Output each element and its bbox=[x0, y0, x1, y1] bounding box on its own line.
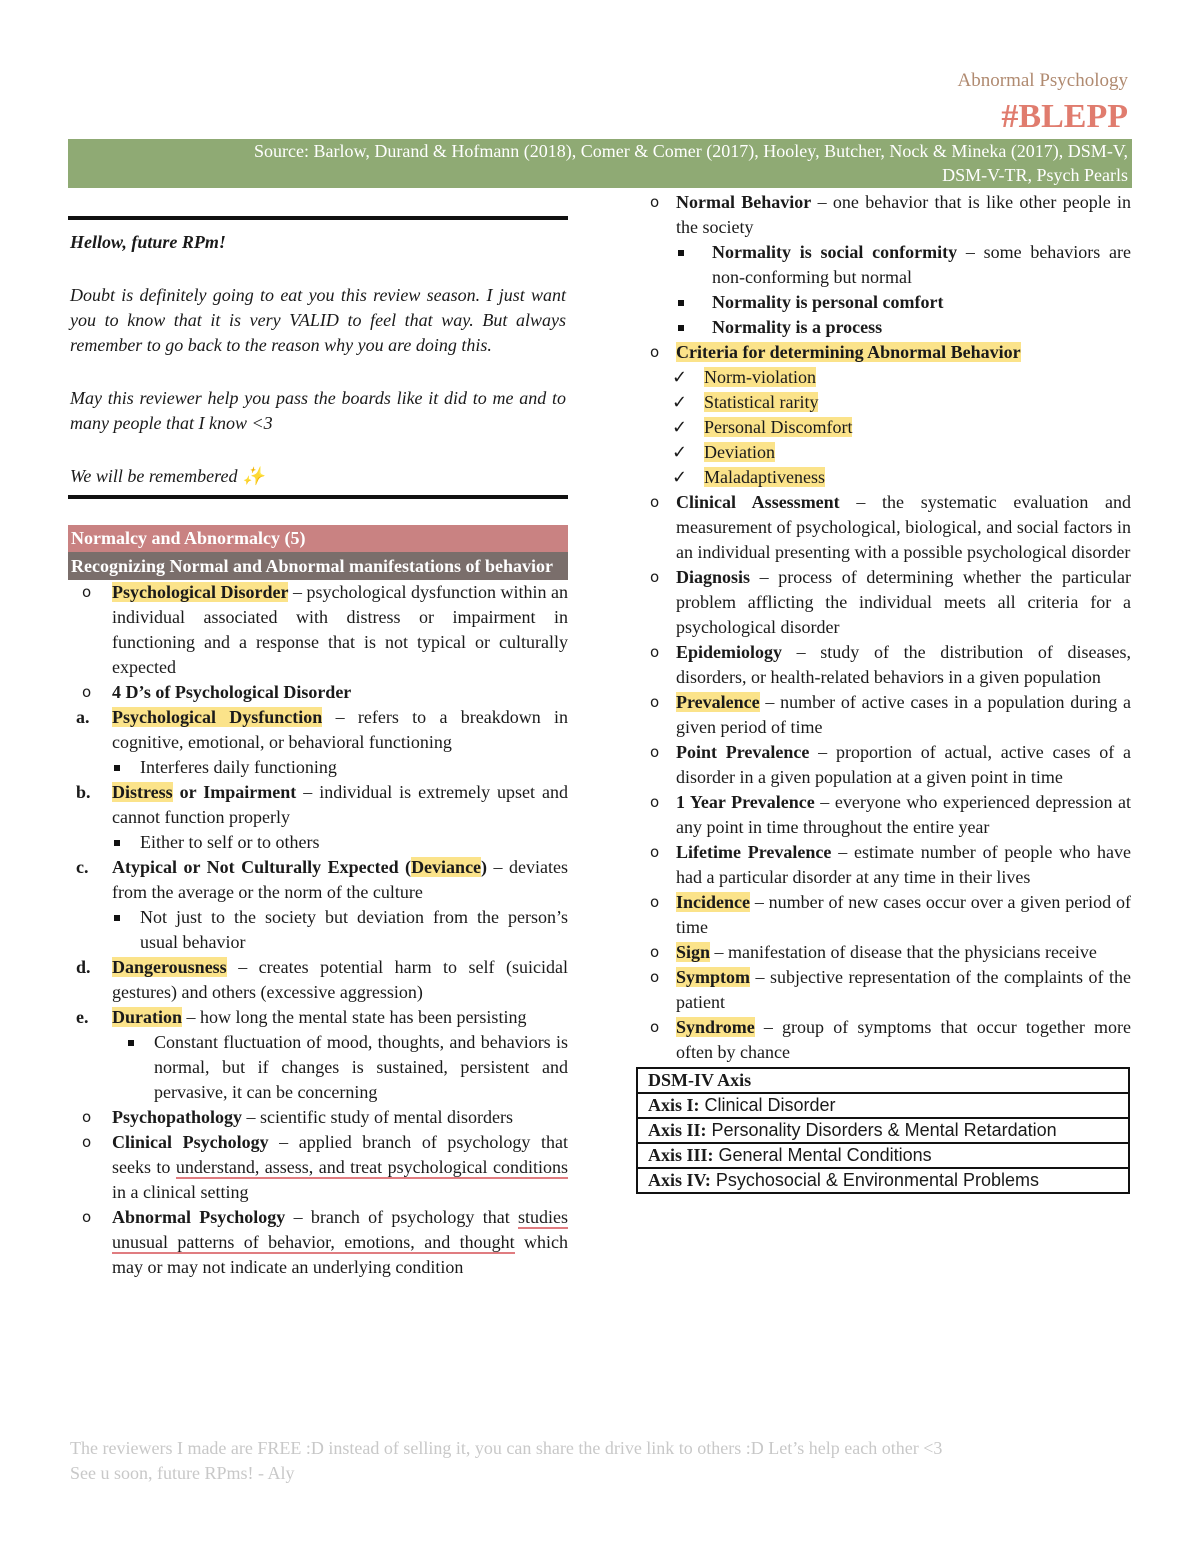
term: Abnormal Psychology bbox=[112, 1207, 286, 1227]
sub-item bbox=[636, 315, 1131, 340]
circle-bullet-icon: o bbox=[650, 968, 660, 986]
list-marker: b. bbox=[76, 782, 91, 802]
table-header: DSM-IV Axis bbox=[637, 1068, 1129, 1093]
list-item bbox=[68, 855, 568, 905]
definition: in a clinical setting bbox=[112, 1182, 249, 1202]
circle-bullet-icon: o bbox=[650, 743, 660, 761]
list-item bbox=[68, 1130, 568, 1205]
list-marker: a. bbox=[76, 707, 90, 727]
definition: – scientific study of mental disorders bbox=[242, 1107, 513, 1127]
term: ) bbox=[481, 857, 488, 877]
definition: – proportion of actual, active cases of a disorder in a given population at a given point in time bbox=[676, 742, 1131, 787]
footer-line-2: See u soon, future RPms! - Aly bbox=[70, 1463, 295, 1483]
list-item bbox=[68, 1105, 568, 1130]
circle-bullet-icon: o bbox=[650, 568, 660, 586]
circle-bullet-icon: o bbox=[650, 493, 660, 511]
circle-bullet-icon: o bbox=[82, 1208, 92, 1226]
definition: – some behaviors are non-conforming but normal bbox=[712, 242, 1131, 287]
check-item bbox=[636, 365, 1131, 390]
right-term-list bbox=[636, 190, 1131, 490]
list-item bbox=[636, 565, 1131, 640]
source-banner bbox=[68, 139, 1132, 188]
definition: – group of symptoms that occur together more often by chance bbox=[676, 1017, 1131, 1062]
definition: – branch of psychology that bbox=[285, 1207, 518, 1227]
term: or Impairment bbox=[172, 782, 297, 802]
section-title: Normalcy and Abnormalcy (5) bbox=[68, 525, 568, 552]
list-item bbox=[636, 690, 1131, 740]
intro-greeting: Hellow, future RPm! bbox=[70, 232, 226, 252]
circle-bullet-icon: o bbox=[650, 343, 660, 361]
table-row bbox=[637, 1118, 1129, 1143]
term: Lifetime Prevalence bbox=[676, 842, 832, 862]
intro-closing: We will be remembered ✨ bbox=[70, 466, 265, 486]
list-item bbox=[636, 1015, 1131, 1065]
criteria-label: Personal Discomfort bbox=[704, 417, 853, 437]
sub-item: Constant fluctuation of mood, thoughts, and behaviors is normal, but if changes is sustained, persistent and pervasive, it can be concerning bbox=[68, 1030, 568, 1105]
circle-bullet-icon: o bbox=[82, 1108, 92, 1126]
underlined-text: studies unusual patterns of behavior, emotions, and thought bbox=[112, 1207, 568, 1252]
term: 1 Year Prevalence bbox=[676, 792, 815, 812]
table-row bbox=[637, 1093, 1129, 1118]
list-item bbox=[68, 955, 568, 1005]
definition: – manifestation of disease that the physicians receive bbox=[710, 942, 1097, 962]
term: Psychological Disorder bbox=[112, 582, 289, 602]
list-marker: d. bbox=[76, 957, 91, 977]
list-item bbox=[68, 780, 568, 830]
check-item bbox=[636, 465, 1131, 490]
list-item bbox=[68, 1205, 568, 1280]
definition: – refers to a breakdown in cognitive, emotional, or behavioral functioning bbox=[112, 707, 568, 752]
circle-bullet-icon: o bbox=[82, 1133, 92, 1151]
term: Psychopathology bbox=[112, 1107, 243, 1127]
criteria-label: Norm-violation bbox=[704, 367, 816, 387]
source-line-2: DSM-V-TR, Psych Pearls bbox=[942, 165, 1128, 185]
checkmark-icon: ✓ bbox=[672, 367, 688, 388]
list-item bbox=[636, 740, 1131, 790]
definition-list bbox=[636, 490, 1131, 1065]
definition: – number of active cases in a population during a given period of time bbox=[676, 692, 1131, 737]
term: Distress bbox=[112, 782, 173, 802]
source-line-1: Source: Barlow, Durand & Hofmann (2018), Comer & Comer (2017), Hooley, Butcher, Nock & Mineka (2017), DSM-V, bbox=[254, 141, 1128, 161]
definition: – how long the mental state has been persisting bbox=[182, 1007, 527, 1027]
footer-line-1: The reviewers I made are FREE :D instead of selling it, you can share the drive link to others :D Let’s help each other <3 bbox=[70, 1438, 943, 1458]
term: Incidence bbox=[676, 892, 750, 912]
term: Prevalence bbox=[676, 692, 760, 712]
criteria-label: Deviation bbox=[704, 442, 775, 462]
circle-bullet-icon: o bbox=[650, 893, 660, 911]
list-item bbox=[636, 340, 1131, 365]
intro-para-1: Doubt is definitely going to eat you this review season. I just want you to know that it is very VALID to feel that way. But always remember to go back to the reason why you are doing this. bbox=[70, 285, 566, 355]
list-item bbox=[636, 965, 1131, 1015]
sub-item: Not just to the society but deviation from the person’s usual behavior bbox=[68, 905, 568, 955]
term: Dangerousness bbox=[112, 957, 227, 977]
list-item bbox=[68, 580, 568, 680]
checkmark-icon: ✓ bbox=[672, 392, 688, 413]
list-item bbox=[68, 1005, 568, 1030]
circle-bullet-icon: o bbox=[650, 1018, 660, 1036]
definition: – estimate number of people who have had a particular disorder at any time in their lives bbox=[676, 842, 1131, 887]
sub-item: Interferes daily functioning bbox=[68, 755, 568, 780]
definition: – process of determining whether the particular problem afflicting the individual meets all criteria for a psychological disorder bbox=[676, 567, 1131, 637]
table-cell: Axis III: General Mental Conditions bbox=[637, 1143, 1129, 1168]
sub-item bbox=[636, 290, 1131, 315]
list-item bbox=[636, 490, 1131, 565]
list-item bbox=[636, 190, 1131, 240]
term: Duration bbox=[112, 1007, 183, 1027]
circle-bullet-icon: o bbox=[82, 583, 92, 601]
check-item bbox=[636, 415, 1131, 440]
list-marker: e. bbox=[76, 1007, 89, 1027]
term: Point Prevalence bbox=[676, 742, 810, 762]
section-subtitle: Recognizing Normal and Abnormal manifestations of behavior bbox=[68, 552, 568, 580]
definition: – the systematic evaluation and measurement of psychological, biological, and social factors in an individual presenting with a possible psychological disorder bbox=[676, 492, 1131, 562]
list-item bbox=[636, 890, 1131, 940]
table-row bbox=[637, 1168, 1129, 1193]
term: Clinical Assessment bbox=[676, 492, 840, 512]
list-item bbox=[636, 940, 1131, 965]
intro-para-2: May this reviewer help you pass the boards like it did to me and to many people that I know <3 bbox=[70, 388, 566, 433]
table-row bbox=[637, 1143, 1129, 1168]
definition: – subjective representation of the complaints of the patient bbox=[676, 967, 1131, 1012]
table-row bbox=[637, 1068, 1129, 1093]
definition: – number of new cases occur over a given period of time bbox=[676, 892, 1131, 937]
check-item bbox=[636, 390, 1131, 415]
list-marker: c. bbox=[76, 857, 89, 877]
definition: – individual is extremely upset and cannot function properly bbox=[112, 782, 569, 827]
sub-item: Either to self or to others bbox=[68, 830, 568, 855]
term: Clinical Psychology bbox=[112, 1132, 269, 1152]
circle-bullet-icon: o bbox=[82, 683, 92, 701]
term: Atypical or Not Culturally Expected ( bbox=[112, 857, 412, 877]
circle-bullet-icon: o bbox=[650, 843, 660, 861]
table-cell: Axis I: Clinical Disorder bbox=[637, 1093, 1129, 1118]
circle-bullet-icon: o bbox=[650, 693, 660, 711]
term: Symptom bbox=[676, 967, 751, 987]
checkmark-icon: ✓ bbox=[672, 467, 688, 488]
circle-bullet-icon: o bbox=[650, 193, 660, 211]
term: Criteria for determining Abnormal Behavior bbox=[676, 342, 1021, 362]
criteria-label: Statistical rarity bbox=[704, 392, 819, 412]
definition: – psychological dysfunction within an individual associated with distress or impairment in functioning and a response that is not typical or culturally expected bbox=[112, 582, 568, 677]
term: Normality is a process bbox=[712, 317, 883, 337]
term: 4 D’s of Psychological Disorder bbox=[112, 682, 352, 702]
right-column bbox=[636, 190, 1131, 1194]
definition: – deviates from the average or the norm of the culture bbox=[112, 857, 568, 902]
term: Normality is social conformity bbox=[712, 242, 958, 262]
checkmark-icon: ✓ bbox=[672, 442, 688, 463]
criteria-label: Maladaptiveness bbox=[704, 467, 825, 487]
term: Diagnosis bbox=[676, 567, 751, 587]
list-item bbox=[636, 640, 1131, 690]
term: Syndrome bbox=[676, 1017, 755, 1037]
sub-item bbox=[636, 240, 1131, 290]
left-column bbox=[68, 216, 568, 1280]
list-item bbox=[636, 790, 1131, 840]
list-item bbox=[68, 680, 568, 705]
underlined-text: understand, assess, and treat psychological conditions bbox=[175, 1157, 568, 1177]
term: Deviance bbox=[411, 857, 482, 877]
table-cell: Axis IV: Psychosocial & Environmental Problems bbox=[637, 1168, 1129, 1193]
checkmark-icon: ✓ bbox=[672, 417, 688, 438]
circle-bullet-icon: o bbox=[650, 643, 660, 661]
divider bbox=[68, 495, 568, 499]
list-item bbox=[636, 840, 1131, 890]
table-cell: Axis II: Personality Disorders & Mental Retardation bbox=[637, 1118, 1129, 1143]
definition: which may or may not indicate an underlying condition bbox=[112, 1232, 568, 1277]
footer-note bbox=[70, 1436, 942, 1486]
definition: – creates potential harm to self (suicidal gestures) and others (excessive aggression) bbox=[112, 957, 568, 1002]
definition: – one behavior that is like other people in the society bbox=[676, 192, 1131, 237]
left-term-list bbox=[68, 580, 568, 1280]
definition: – everyone who experienced depression at any point in time throughout the entire year bbox=[676, 792, 1131, 837]
dsm-axis-table bbox=[636, 1067, 1130, 1194]
circle-bullet-icon: o bbox=[650, 943, 660, 961]
definition: – applied branch of psychology that seeks to bbox=[112, 1132, 568, 1177]
definition: – study of the distribution of diseases, disorders, or health-related behaviors in a given population bbox=[676, 642, 1131, 687]
header-title: #BLEPP bbox=[1001, 98, 1128, 135]
term: Sign bbox=[676, 942, 711, 962]
header-subtitle: Abnormal Psychology bbox=[957, 70, 1128, 91]
term: Normal Behavior bbox=[676, 192, 812, 212]
term: Psychological Dysfunction bbox=[112, 707, 323, 727]
term: Normality is personal comfort bbox=[712, 292, 944, 312]
term: Epidemiology bbox=[676, 642, 783, 662]
intro-note bbox=[68, 220, 568, 495]
list-item bbox=[68, 705, 568, 755]
circle-bullet-icon: o bbox=[650, 793, 660, 811]
check-item bbox=[636, 440, 1131, 465]
